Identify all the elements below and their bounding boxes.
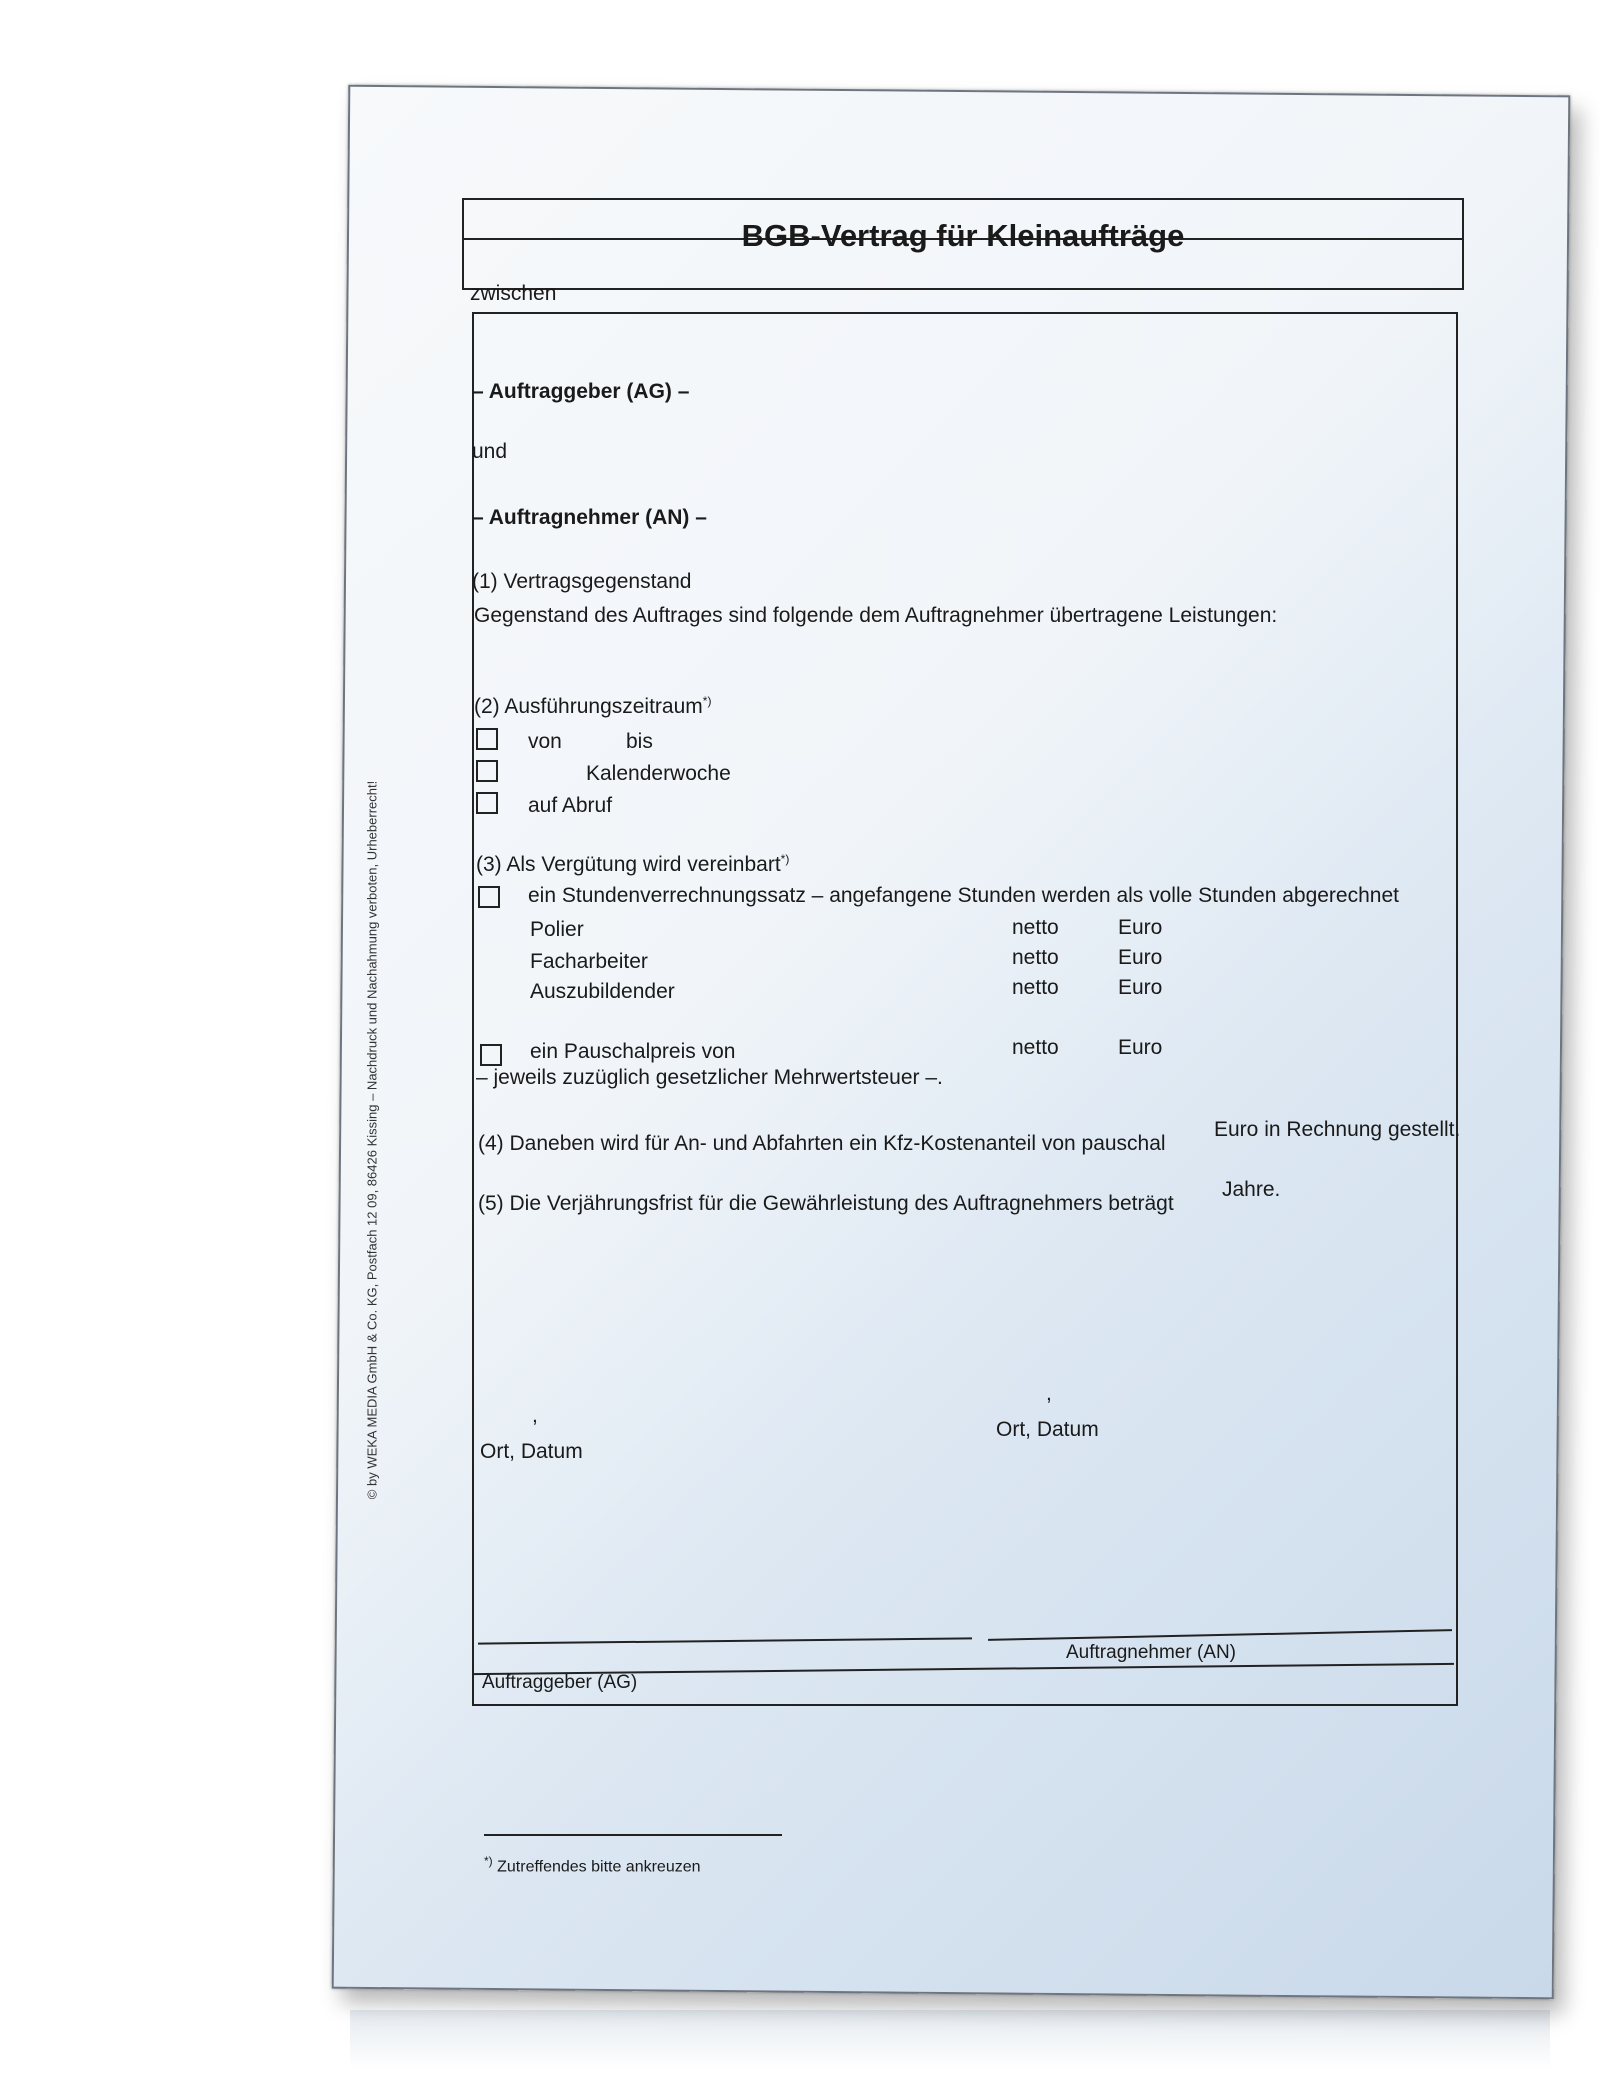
section1-text: Gegenstand des Auftrages sind folgende dem Auftragnehmer übertragene Leistungen: [474, 604, 1278, 627]
sheet-reflection [350, 2010, 1550, 2070]
section3-title-text: (3) Als Vergütung wird vereinbart [476, 853, 781, 876]
footnote-mark: *) [702, 694, 712, 708]
section3-title [476, 852, 789, 877]
document-title: BGB-Vertrag für Kleinaufträge [741, 218, 1185, 253]
rate-netto: netto [1012, 916, 1059, 939]
footnote-rule [484, 1834, 782, 1836]
section4-text: (4) Daneben wird für An- und Abfahrten ein Kfz-Kostenanteil von pauschal [478, 1132, 1166, 1155]
vat-note: – jeweils zuzüglich gesetzlicher Mehrwertsteuer –. [476, 1066, 943, 1089]
rate-currency: Euro [1118, 916, 1163, 939]
section1-title: (1) Vertragsgegenstand [472, 570, 692, 593]
hourly-rate-checkbox[interactable] [478, 886, 500, 908]
footnote-mark: *) [484, 1854, 493, 1868]
rate-netto: netto [1012, 946, 1059, 969]
rate-role: Polier [530, 918, 584, 941]
section5-suffix: Jahre. [1222, 1178, 1281, 1201]
option-on-call: auf Abruf [528, 794, 613, 817]
contractor-label: – Auftragnehmer (AN) – [472, 506, 707, 529]
flat-option-text: ein Pauschalpreis von [530, 1040, 736, 1063]
and-text: und [472, 440, 508, 463]
sign-contractor-label: Auftragnehmer (AN) [1066, 1642, 1237, 1663]
place-date-right: Ort, Datum [996, 1418, 1099, 1441]
footnote-mark: *) [780, 852, 790, 866]
sign-client-label: Auftraggeber (AG) [482, 1672, 638, 1693]
place-date-left: Ort, Datum [480, 1440, 583, 1463]
on-call-checkbox[interactable] [476, 792, 498, 814]
rate-currency: Euro [1118, 946, 1163, 969]
section4-suffix: Euro in Rechnung gestellt. [1214, 1118, 1461, 1141]
section2-title [474, 694, 711, 719]
hourly-option-text: ein Stundenverrechnungssatz – angefangene Stunden werden als volle Stunden abgerechnet [528, 884, 1399, 907]
option-week: Kalenderwoche [586, 762, 731, 785]
option-to: bis [626, 730, 653, 753]
flat-currency: Euro [1118, 1036, 1163, 1059]
option-from: von [528, 730, 562, 753]
footnote [484, 1854, 701, 1876]
copyright-notice: © by WEKA MEDIA GmbH & Co. KG, Postfach 12 09, 86426 Kissing – Nachdruck und Nachahmung verboten, Urheberrecht! [364, 780, 380, 1500]
period-from-to-checkbox[interactable] [476, 728, 498, 750]
flat-rate-checkbox[interactable] [480, 1044, 502, 1066]
footnote-text: Zutreffendes bitte ankreuzen [497, 1858, 701, 1876]
rate-netto: netto [1012, 976, 1059, 999]
comma-left: , [532, 1404, 538, 1427]
rate-role: Facharbeiter [530, 950, 648, 973]
comma-right: , [1046, 1382, 1052, 1405]
between-text: zwischen [470, 282, 557, 305]
rate-currency: Euro [1118, 976, 1163, 999]
flat-netto: netto [1012, 1036, 1059, 1059]
rate-role: Auszubildender [530, 980, 675, 1003]
section2-title-text: (2) Ausführungszeitraum [474, 695, 703, 718]
client-label: – Auftraggeber (AG) – [472, 380, 690, 403]
section5-text: (5) Die Verjährungsfrist für die Gewährleistung des Auftragnehmers beträgt [478, 1192, 1174, 1215]
calendar-week-checkbox[interactable] [476, 760, 498, 782]
